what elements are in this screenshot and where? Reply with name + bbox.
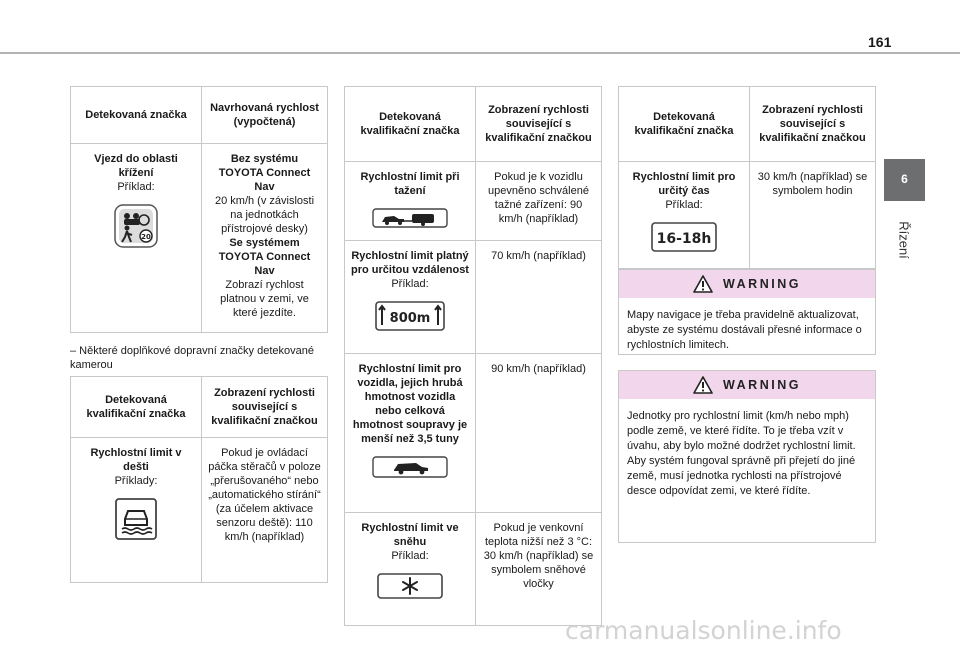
watermark: carmanualsonline.info xyxy=(565,616,842,645)
additional-signs-note: – Některé doplňkové dopravní značky detekované kamerou xyxy=(70,345,314,371)
row-subtitle: Bez systému TOYOTA Connect Nav xyxy=(218,153,311,193)
rain-sign-icon xyxy=(77,498,195,540)
warning-header xyxy=(619,371,875,399)
table-header-cell: Detekovaná kvalifikační značka xyxy=(345,87,476,162)
table-header-cell: Navrhovaná rychlost (vypočtená) xyxy=(202,87,328,144)
shared-zone-sign-icon xyxy=(77,204,195,248)
towing-icon xyxy=(351,208,469,228)
row-text: 90 km/h (například) xyxy=(491,363,586,375)
distance-sign-icon xyxy=(351,301,469,331)
warning-text: Mapy navigace je třeba pravidelně aktualizovat, abyste ze systému dostávali přesné informace o rychlostních limitech. xyxy=(627,309,862,351)
row-text: Pokud je venkovní teplota nižší než 3 °C: 30 km/h (například) se symbolem sněhové vločky xyxy=(483,522,594,590)
page-number: 161 xyxy=(868,34,892,50)
table-cell xyxy=(71,438,202,583)
row-title: Rychlostní limit platný pro určitou vzdálenost xyxy=(351,250,469,276)
warning-text: Jednotky pro rychlostní limit (km/h nebo mph) podle země, ve které řídíte. To je třeba vzít v úvahu, aby bylo možné dodržet rychlostní limit. Aby systém fungoval správně při přejetí do jiné země, musí jednotka rychlosti na přístrojové desce odpovídat zemi, ve které řídíte. xyxy=(627,410,856,497)
warning-triangle-icon xyxy=(693,376,713,394)
table-header-cell: Detekovaná kvalifikační značka xyxy=(619,87,750,162)
table-cell xyxy=(476,354,602,513)
row-text: 20 km/h (v závislosti na jednotkách přístrojové desky) xyxy=(214,195,315,235)
warning-triangle-icon xyxy=(693,275,713,293)
table-cell xyxy=(619,162,750,269)
row-example-label: Příklad: xyxy=(391,550,429,562)
table-cell xyxy=(476,162,602,241)
warning-header xyxy=(619,270,875,298)
table-cell xyxy=(71,144,202,333)
row-example-label: Příklad: xyxy=(117,181,155,193)
table-cell xyxy=(345,162,476,241)
warning-title: WARNING xyxy=(723,378,801,392)
table-qualifier-signs xyxy=(344,86,602,626)
warning-box-navigation xyxy=(618,269,876,355)
row-title: Rychlostní limit pro vozidla, jejich hrubá hmotnost vozidla nebo celková hmotnost soupravy je menší než 3,5 tuny xyxy=(352,363,468,445)
row-example-label: Příklady: xyxy=(114,475,158,487)
row-subtitle: Se systémem TOYOTA Connect Nav xyxy=(218,237,311,277)
row-text: Zobrazí rychlost platnou v zemi, ve které jezdíte. xyxy=(220,279,309,319)
table-cell xyxy=(476,241,602,354)
row-example-label: Příklad: xyxy=(391,278,429,290)
distance-sign-text: 800m xyxy=(389,311,431,326)
warning-title: WARNING xyxy=(723,277,801,291)
table-rain-limit xyxy=(70,376,328,583)
table-header-cell: Detekovaná kvalifikační značka xyxy=(71,377,202,438)
snowflake-icon xyxy=(351,573,469,599)
table-cell xyxy=(345,513,476,626)
chapter-label-box xyxy=(878,210,930,270)
row-text: 30 km/h (například) se symbolem hodin xyxy=(757,171,868,197)
table-speed-zone xyxy=(70,86,328,333)
car-icon xyxy=(351,456,469,478)
table-cell xyxy=(202,438,328,583)
row-text: 70 km/h (například) xyxy=(491,250,586,262)
table-cell xyxy=(750,162,876,269)
row-title: Rychlostní limit pro určitý čas xyxy=(632,171,736,197)
time-sign-text: 16-18h xyxy=(656,231,712,247)
row-title: Rychlostní limit ve sněhu xyxy=(361,522,459,548)
table-cell xyxy=(476,513,602,626)
table-time-limit xyxy=(618,86,876,269)
table-cell xyxy=(345,354,476,513)
time-sign-icon xyxy=(625,222,743,252)
table-header-cell: Detekovaná značka xyxy=(71,87,202,144)
row-example-label: Příklad: xyxy=(665,199,703,211)
table-header-cell: Zobrazení rychlosti související s kvalifikační značkou xyxy=(202,377,328,438)
chapter-tab[interactable]: 6 xyxy=(884,159,925,201)
row-title: Rychlostní limit v dešti xyxy=(90,447,182,473)
row-text: Pokud je k vozidlu upevněno schválené tažné zařízení: 90 km/h (například) xyxy=(488,171,589,225)
row-text: Pokud je ovládací páčka stěračů v poloze „přerušovaného“ nebo „automatického stírání“ (za účelem aktivace senzoru deště): 110 km/h (například) xyxy=(208,447,321,543)
table-cell xyxy=(202,144,328,333)
svg-text:20: 20 xyxy=(141,233,151,241)
warning-box-units xyxy=(618,370,876,543)
table-header-cell: Zobrazení rychlosti související s kvalifikační značkou xyxy=(750,87,876,162)
row-title: Vjezd do oblasti křížení xyxy=(94,153,178,179)
table-header-cell: Zobrazení rychlosti související s kvalifikační značkou xyxy=(476,87,602,162)
table-cell xyxy=(345,241,476,354)
chapter-label: Řízení xyxy=(896,221,912,259)
row-title: Rychlostní limit při tažení xyxy=(360,171,460,197)
header-rule xyxy=(0,52,960,54)
